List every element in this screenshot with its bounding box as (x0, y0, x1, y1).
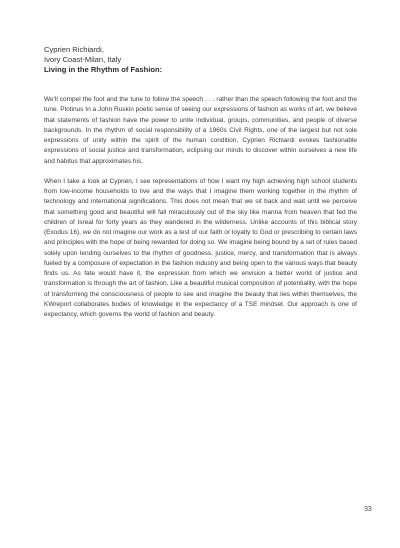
section-title: Living in the Rhythm of Fashion: (44, 65, 163, 75)
paragraph-1: We'll compel the foot and the tune to follow the speech . . . rather than the speech following the foot and the tune. Plotinus In a John Ruskin poetic sense of seeing our expressions of fashion as works of art, we believe that statements of fashion have the power to unite individual, groups, communities, and people of diverse backgrounds. In the rhythm of social responsibility of a 1960s Civil Rights, one of the largest but not sole expressions of unity within the spirit of the human condition, Cyprien Richiardi evokes fashionable expressions of social justice and transformation, eclipsing our minds to discover within ourselves a new life and habitus that approximates his. (44, 96, 357, 165)
page-number: 33 (364, 506, 372, 513)
body-text (44, 95, 357, 330)
author-location: Ivory Coast-Milan, Italy (44, 55, 122, 65)
page-header (44, 45, 364, 76)
paragraph-2: When I take a look at Cyprien, I see representations of how I want my high achieving high school students from low-income households to live and the ways that I imagine them working together in the rhythm of technology and international significations. This does not mean that we sit back and wait until we perceive that something good and beautiful will fall miraculously out of the sky like manna from heaven that fed the children of Isreal for forty years as they wandered in the wilderness. Unlike accounts of this biblical story (Exodus 16), we do not imagine our work as a test of our faith or loyalty to God or prescribing to certain laws and principles with the hope of being rewarded for doing so. We imagine being bound by a set of rules based solely upon lending ourselves to the rhythm of goodness, justice, mercy, and transformation that is always fueled by a composure of expectation in the fashion industry and being open to the various ways that beauty finds us. As fate would have it, the expression from which we envision a better world of justice and transformation is through the art of fashion. Like a beautiful musical composition of potentiality, with the hope of transforming the consciousness of people to see and imagine the beauty that lies within themselves, the KWreport collaborates bodies of knowledge in the expectancy of a TSE mindset. Our approach is one of expectancy, which governs the world of fashion and beauty. (44, 177, 357, 318)
author-name: Cyprien Richiardi, (44, 45, 104, 54)
